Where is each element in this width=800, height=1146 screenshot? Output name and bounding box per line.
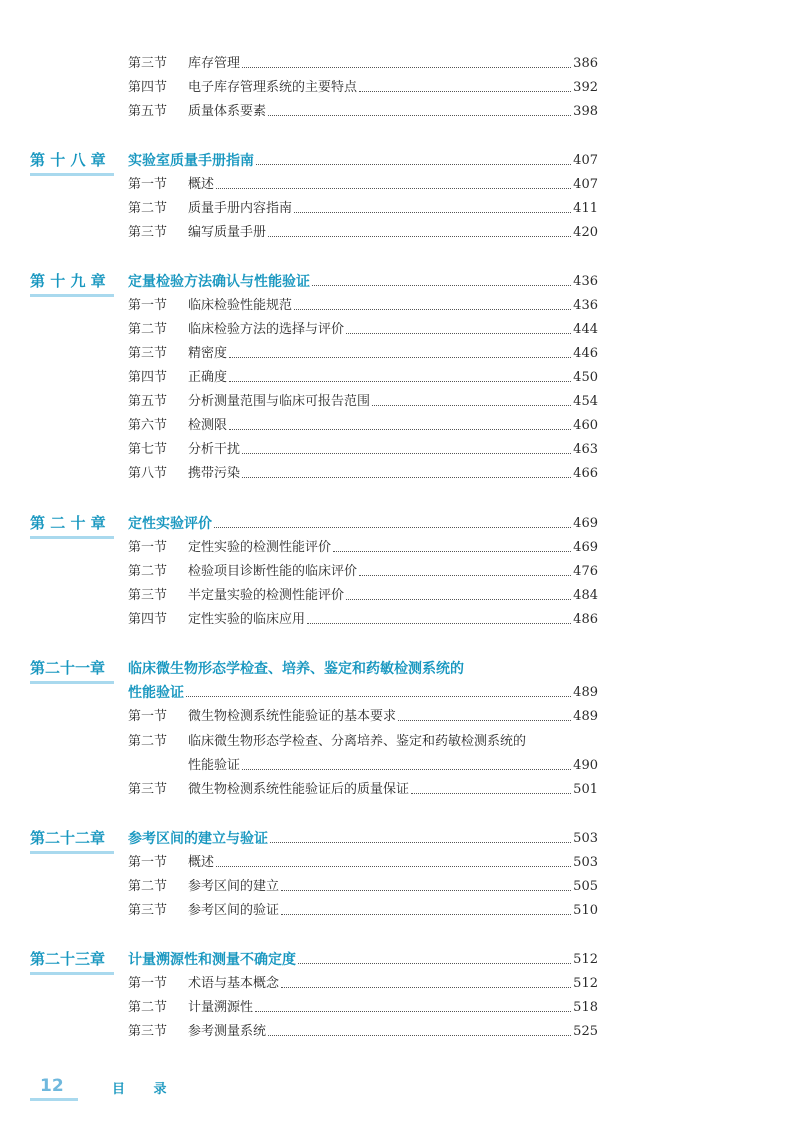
dot-leader bbox=[256, 164, 571, 165]
dot-leader bbox=[270, 842, 571, 843]
toc-chapter-entry[interactable] bbox=[128, 677, 598, 701]
page-ref: 489 bbox=[573, 709, 598, 724]
toc-chapter-entry[interactable] bbox=[128, 653, 598, 677]
page-number: 12 bbox=[40, 1076, 64, 1096]
chapter-rule bbox=[30, 851, 114, 854]
page-ref: 476 bbox=[573, 564, 598, 579]
page-ref: 469 bbox=[573, 540, 598, 555]
toc-section-entry[interactable] bbox=[188, 750, 598, 774]
chapter-number: 第 十 八 章 bbox=[30, 151, 106, 169]
entry-title: 性能验证 bbox=[128, 685, 184, 701]
entry-title: 定量检验方法确认与性能验证 bbox=[128, 274, 310, 290]
toc-section-entry[interactable] bbox=[128, 847, 598, 871]
dot-leader bbox=[242, 769, 571, 770]
toc-chapter-entry[interactable] bbox=[128, 823, 598, 847]
dot-leader bbox=[242, 477, 571, 478]
entry-title: 参考区间的验证 bbox=[188, 903, 280, 918]
entry-title: 微生物检测系统性能验证后的质量保证 bbox=[188, 782, 410, 797]
toc-chapter-entry[interactable] bbox=[128, 266, 598, 290]
toc-section-entry[interactable] bbox=[128, 386, 598, 410]
entry-title: 概述 bbox=[188, 855, 215, 870]
entry-title: 临床检验性能规范 bbox=[188, 298, 293, 313]
chapter-rule bbox=[30, 972, 114, 975]
toc-section-entry[interactable] bbox=[128, 96, 598, 120]
toc-section-entry[interactable] bbox=[128, 217, 598, 241]
toc-section-entry[interactable] bbox=[128, 871, 598, 895]
toc-section-entry[interactable] bbox=[128, 314, 598, 338]
page-ref: 490 bbox=[573, 758, 598, 773]
toc-section-entry[interactable] bbox=[128, 774, 598, 798]
section-number: 第一节 bbox=[128, 177, 168, 192]
page-ref: 489 bbox=[573, 685, 598, 700]
entry-title: 检验项目诊断性能的临床评价 bbox=[188, 564, 358, 579]
entry-title: 参考测量系统 bbox=[188, 1024, 267, 1039]
section-number: 第二节 bbox=[128, 1000, 168, 1015]
entry-title: 检测限 bbox=[188, 418, 228, 433]
section-number: 第三节 bbox=[128, 225, 168, 240]
dot-leader bbox=[346, 333, 571, 334]
entry-title: 术语与基本概念 bbox=[188, 976, 280, 991]
toc-chapter-entry[interactable] bbox=[128, 508, 598, 532]
entry-title: 定性实验的临床应用 bbox=[188, 612, 306, 627]
section-number: 第一节 bbox=[128, 709, 168, 724]
dot-leader bbox=[268, 236, 571, 237]
dot-leader bbox=[281, 890, 571, 891]
section-number: 第一节 bbox=[128, 298, 168, 313]
page-ref: 386 bbox=[573, 56, 598, 71]
entry-title: 实验室质量手册指南 bbox=[128, 153, 254, 169]
page-ref: 505 bbox=[573, 879, 598, 894]
dot-leader bbox=[307, 623, 571, 624]
page-ref: 510 bbox=[573, 903, 598, 918]
section-number: 第二节 bbox=[128, 322, 168, 337]
page-ref: 436 bbox=[573, 298, 598, 313]
dot-leader bbox=[216, 866, 571, 867]
toc-section-entry[interactable] bbox=[128, 410, 598, 434]
toc-section-entry[interactable] bbox=[128, 72, 598, 96]
section-number: 第八节 bbox=[128, 466, 168, 481]
section-number: 第三节 bbox=[128, 56, 168, 71]
toc-section-entry[interactable] bbox=[128, 169, 598, 193]
dot-leader bbox=[186, 696, 571, 697]
dot-leader bbox=[281, 987, 571, 988]
dot-leader bbox=[346, 599, 571, 600]
dot-leader bbox=[268, 115, 571, 116]
entry-title: 概述 bbox=[188, 177, 215, 192]
chapter-rule bbox=[30, 294, 114, 297]
section-number: 第一节 bbox=[128, 540, 168, 555]
section-number: 第三节 bbox=[128, 588, 168, 603]
toc-section-entry[interactable] bbox=[128, 580, 598, 604]
page-ref: 407 bbox=[573, 177, 598, 192]
entry-title: 携带污染 bbox=[188, 466, 241, 481]
dot-leader bbox=[294, 309, 571, 310]
section-number: 第三节 bbox=[128, 346, 168, 361]
page-ref: 436 bbox=[573, 274, 598, 289]
dot-leader bbox=[298, 963, 571, 964]
dot-leader bbox=[359, 91, 571, 92]
toc-section-entry[interactable] bbox=[128, 193, 598, 217]
entry-title: 计量溯源性 bbox=[188, 1000, 254, 1015]
chapter-number: 第二十二章 bbox=[30, 829, 106, 847]
dot-leader bbox=[398, 720, 571, 721]
dot-leader bbox=[294, 212, 571, 213]
entry-title: 计量溯源性和测量不确定度 bbox=[128, 952, 296, 968]
entry-title: 临床微生物形态学检查、分离培养、鉴定和药敏检测系统的 bbox=[188, 734, 527, 749]
toc-section-entry[interactable] bbox=[128, 895, 598, 919]
chapter-number: 第 十 九 章 bbox=[30, 272, 106, 290]
toc-section-entry[interactable] bbox=[128, 726, 598, 750]
page-ref: 469 bbox=[573, 516, 598, 531]
section-number: 第六节 bbox=[128, 418, 168, 433]
entry-title: 性能验证 bbox=[188, 758, 241, 773]
entry-title: 临床检验方法的选择与评价 bbox=[188, 322, 345, 337]
page-ref: 460 bbox=[573, 418, 598, 433]
toc-section-entry[interactable] bbox=[128, 556, 598, 580]
entry-title: 编写质量手册 bbox=[188, 225, 267, 240]
section-number: 第三节 bbox=[128, 1024, 168, 1039]
section-number: 第四节 bbox=[128, 370, 168, 385]
entry-title: 正确度 bbox=[188, 370, 228, 385]
entry-title: 微生物检测系统性能验证的基本要求 bbox=[188, 709, 397, 724]
toc-section-entry[interactable] bbox=[128, 992, 598, 1016]
page-ref: 486 bbox=[573, 612, 598, 627]
chapter-number: 第二十一章 bbox=[30, 659, 106, 677]
entry-title: 分析测量范围与临床可报告范围 bbox=[188, 394, 371, 409]
page-ref: 411 bbox=[573, 201, 598, 216]
dot-leader bbox=[229, 381, 571, 382]
toc-chapter-entry[interactable] bbox=[128, 145, 598, 169]
toc-section-entry[interactable] bbox=[128, 48, 598, 72]
page-ref: 503 bbox=[573, 855, 598, 870]
section-number: 第一节 bbox=[128, 976, 168, 991]
entry-title: 定性实验评价 bbox=[128, 516, 212, 532]
toc-section-entry[interactable] bbox=[128, 701, 598, 725]
toc-section-entry[interactable] bbox=[128, 434, 598, 458]
dot-leader bbox=[214, 527, 571, 528]
section-number: 第七节 bbox=[128, 442, 168, 457]
section-number: 第二节 bbox=[128, 879, 168, 894]
toc-chapter-entry[interactable] bbox=[128, 944, 598, 968]
entry-title: 分析干扰 bbox=[188, 442, 241, 457]
page-ref: 501 bbox=[573, 782, 598, 797]
page-ref: 392 bbox=[573, 80, 598, 95]
section-number: 第二节 bbox=[128, 201, 168, 216]
page-ref: 398 bbox=[573, 104, 598, 119]
page-ref: 512 bbox=[573, 952, 598, 967]
toc-section-entry[interactable] bbox=[128, 1016, 598, 1040]
page-ref: 484 bbox=[573, 588, 598, 603]
section-number: 第五节 bbox=[128, 394, 168, 409]
dot-leader bbox=[359, 575, 571, 576]
section-number: 第五节 bbox=[128, 104, 168, 119]
entry-title: 定性实验的检测性能评价 bbox=[188, 540, 332, 555]
chapter-number: 第 二 十 章 bbox=[30, 514, 106, 532]
dot-leader bbox=[216, 188, 571, 189]
chapter-rule bbox=[30, 681, 114, 684]
entry-title: 半定量实验的检测性能评价 bbox=[188, 588, 345, 603]
page-ref: 512 bbox=[573, 976, 598, 991]
dot-leader bbox=[281, 914, 571, 915]
dot-leader bbox=[242, 67, 571, 68]
chapter-rule bbox=[30, 536, 114, 539]
chapter-rule bbox=[30, 173, 114, 176]
entry-title: 临床微生物形态学检查、培养、鉴定和药敏检测系统的 bbox=[128, 661, 464, 677]
toc-section-entry[interactable] bbox=[128, 338, 598, 362]
page-ref: 450 bbox=[573, 370, 598, 385]
page-ref: 420 bbox=[573, 225, 598, 240]
dot-leader bbox=[411, 793, 571, 794]
page-ref: 444 bbox=[573, 322, 598, 337]
toc-section-entry[interactable] bbox=[128, 532, 598, 556]
toc-section-entry[interactable] bbox=[128, 458, 598, 482]
section-number: 第四节 bbox=[128, 612, 168, 627]
page-number-rule bbox=[30, 1098, 78, 1101]
page-ref: 525 bbox=[573, 1024, 598, 1039]
section-number: 第二节 bbox=[128, 734, 168, 749]
page-ref: 407 bbox=[573, 153, 598, 168]
entry-title: 质量体系要素 bbox=[188, 104, 267, 119]
section-number: 第三节 bbox=[128, 782, 168, 797]
section-number: 第二节 bbox=[128, 564, 168, 579]
dot-leader bbox=[255, 1011, 571, 1012]
footer-label: 目 录 bbox=[112, 1082, 179, 1097]
page-ref: 518 bbox=[573, 1000, 598, 1015]
section-number: 第三节 bbox=[128, 903, 168, 918]
entry-title: 参考区间的建立 bbox=[188, 879, 280, 894]
page-ref: 463 bbox=[573, 442, 598, 457]
dot-leader bbox=[242, 453, 571, 454]
dot-leader bbox=[312, 285, 571, 286]
section-number: 第一节 bbox=[128, 855, 168, 870]
entry-title: 质量手册内容指南 bbox=[188, 201, 293, 216]
dot-leader bbox=[268, 1035, 571, 1036]
entry-title: 电子库存管理系统的主要特点 bbox=[188, 80, 358, 95]
page-ref: 454 bbox=[573, 394, 598, 409]
dot-leader bbox=[333, 551, 571, 552]
dot-leader bbox=[229, 429, 571, 430]
entry-title: 精密度 bbox=[188, 346, 228, 361]
page-ref: 446 bbox=[573, 346, 598, 361]
page-ref: 466 bbox=[573, 466, 598, 481]
entry-title: 库存管理 bbox=[188, 56, 241, 71]
entry-title: 参考区间的建立与验证 bbox=[128, 831, 268, 847]
dot-leader bbox=[229, 357, 571, 358]
toc-section-entry[interactable] bbox=[128, 290, 598, 314]
dot-leader bbox=[372, 405, 571, 406]
section-number: 第四节 bbox=[128, 80, 168, 95]
toc-section-entry[interactable] bbox=[128, 604, 598, 628]
chapter-number: 第二十三章 bbox=[30, 950, 106, 968]
page-ref: 503 bbox=[573, 831, 598, 846]
toc-section-entry[interactable] bbox=[128, 362, 598, 386]
toc-section-entry[interactable] bbox=[128, 968, 598, 992]
